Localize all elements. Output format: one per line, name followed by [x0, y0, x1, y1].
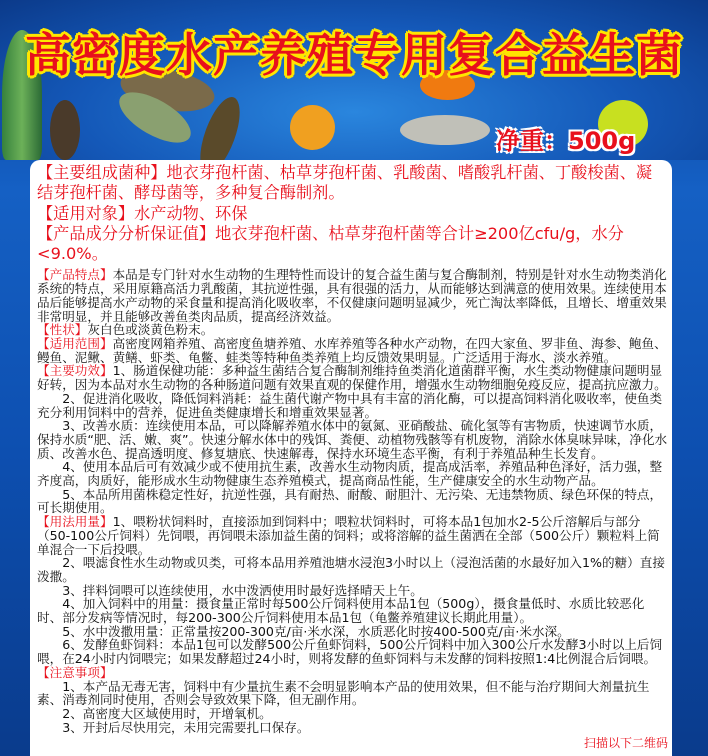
scope-text: 高密度网箱养殖、高密度鱼塘养殖、水库养殖等各种水产动物，在四大家鱼、罗非鱼、海参、鲍鱼、鳗鱼、泥鳅、黄鳝、虾类、龟鳖、蛙类等特种鱼类养殖上均反馈效果明显。广泛适用于海水、淡水养殖。 [37, 336, 667, 365]
composition [37, 163, 668, 204]
target-label: 【适用对象】 [37, 203, 135, 223]
usage-item: 4、加入饲料中的用量：摄食量正常时每500公斤饲料使用本品1包（500g），摄食量低时、水质比较恶化时、部分发病等情况时，每200-300公斤饲料使用本品1包（龟鳖养殖建议长期此用量）。 [37, 596, 645, 626]
features [37, 268, 668, 323]
features-text: 本品是专门针对水生动物的生理特性而设计的复合益生菌与复合酶制剂，特别是针对水生动物类消化系统的特点，采用原籍高活力乳酸菌，其抗逆性强，具有很强的活力，从而能够达到满意的使用效果。连续使用本品后能够提高水产动物的采食量和提高消化吸收率，不仅健康问题明显减少，死亡淘汰率降低，且增长、增重效果非常明显，并且能够改善鱼类肉品质，提高经济效益。 [37, 267, 667, 324]
note-item: 1、本产品无毒无害，饲料中有少量抗生素不会明显影响本产品的使用效果，但不能与治疗期间大剂量抗生素、消毒剂同时使用，否则会导致效果下降，但无副作用。 [37, 678, 650, 708]
net-weight: 净重：500g [496, 127, 636, 155]
usage-label: 【用法用量】 [37, 514, 113, 530]
usage-item [37, 515, 668, 556]
target [37, 204, 668, 224]
product-title: 高密度水产养殖专用复合益生菌 [25, 28, 683, 82]
target-text: 水产动物、环保 [134, 203, 248, 223]
usage-text: 1、喂粉状饲料时，直接添加到饲料中；喂粒状饲料时，可将本品1包加水2-5公斤溶解后与部分（50-100公斤饲料）先饲喂，再饲喂未添加益生菌的饲料；或将溶解的益生菌洒在全部（500公斤）颗粒料上简单混合一下后投喂。 [37, 514, 660, 557]
features-label: 【产品特点】 [37, 267, 113, 283]
effect-item [37, 364, 668, 391]
guaranteed-text: 地衣芽孢杆菌、枯草芽孢杆菌等合计≥200亿cfu/g，水分<9.0%。 [37, 223, 624, 264]
guaranteed-values [37, 224, 668, 265]
notes-label: 【注意事项】 [37, 664, 113, 680]
fish-decoration [400, 115, 490, 145]
effect-item: 5、本品所用菌株稳定性好，抗逆性强，具有耐热、耐酸、耐胆汁、无污染、无违禁物质、绿色环保的特点，可长期使用。 [37, 486, 663, 516]
usage-item: 2、喂滤食性水生动物或贝类，可将本品用养殖池塘水浸泡3小时以上（浸泡活菌的水最好加入1%的糖）直接泼撒。 [37, 555, 665, 584]
details-section [37, 268, 668, 734]
composition-text: 地衣芽孢杆菌、枯草芽孢杆菌、乳酸菌、嗜酸乳杆菌、丁酸梭菌、凝结芽孢杆菌、酵母菌等，多种复合酶制剂。 [37, 163, 653, 203]
usage-item: 6、发酵鱼虾饲料：本品1包可以发酵500公斤鱼虾饲料，500公斤饲料中加入300公斤水发酵3小时以上后饲喂，在24小时内饲喂完；如果发酵超过24小时，则将发酵的鱼虾饲料与未发酵的饲料按照1:4比例混合后饲喂。 [37, 637, 663, 667]
info-panel [30, 160, 672, 756]
appearance-text: 灰白色或淡黄色粉末。 [87, 322, 214, 338]
effect-item: 3、改善水质：连续使用本品，可以降解养殖水体中的氨氮、亚硝酸盐、硫化氢等有害物质，快速调节水质，保持水质“肥、活、嫩、爽”。快速分解水体中的残饵、粪便、动植物残骸等有机废物，消除水体臭味异味，净化水质、改善水色、提高透明度、修复塘底、快速解毒，保持水环境生态平衡，有利于养殖品种生长发育。 [37, 418, 668, 461]
effects-label: 【主要功效】 [37, 363, 113, 379]
guaranteed-label: 【产品成分分析保证值】 [37, 223, 216, 243]
effect-item: 4、使用本品后可有效减少或不使用抗生素，改善水生动物肉质，提高成活率，养殖品种色泽好，活力强，整齐度高，肉质好，能形成水生动物健康生态养殖模式，提高商品性能，生产健康安全的水生动物产品。 [37, 459, 663, 489]
scan-qr-text: 扫描以下二维码 [583, 736, 668, 751]
note-item: 3、开封后尽快用完，未用完需要扎口保存。 [62, 719, 310, 735]
header-banner [0, 0, 708, 160]
usage-item: 5、水中泼撒用量：正常量按200-300克/亩·米水深，水质恶化时按400-500克/亩·米水深。 [62, 623, 570, 639]
fish-decoration [290, 105, 335, 150]
usage-item: 3、拌料饲喂可以连续使用，水中泼洒使用时最好选择晴天上午。 [62, 582, 423, 598]
fish-decoration [50, 100, 80, 160]
scope [37, 337, 668, 364]
note-item: 2、高密度大区域使用时，开增氧机。 [62, 705, 272, 721]
key-info-section [37, 163, 668, 264]
effect-text: 1、肠道保健功能：多种益生菌结合复合酶制剂维持鱼类消化道菌群平衡，水生类动物健康问题明显好转，因为本品对水生动物的各种肠道问题有效果直观的保健作用，增强水生动物细胞免疫反应，提高抗应激力。 [37, 363, 667, 393]
appearance-label: 【性状】 [37, 322, 88, 338]
composition-label: 【主要组成菌种】 [37, 163, 167, 182]
appearance [37, 323, 668, 337]
effect-item: 2、促进消化吸收，降低饲料消耗：益生菌代谢产物中具有丰富的消化酶，可以提高饲料消化吸收率，使鱼类充分利用饲料中的营养，促进鱼类健康增长和增重效果显著。 [37, 390, 663, 420]
scope-label: 【适用范围】 [37, 336, 113, 351]
